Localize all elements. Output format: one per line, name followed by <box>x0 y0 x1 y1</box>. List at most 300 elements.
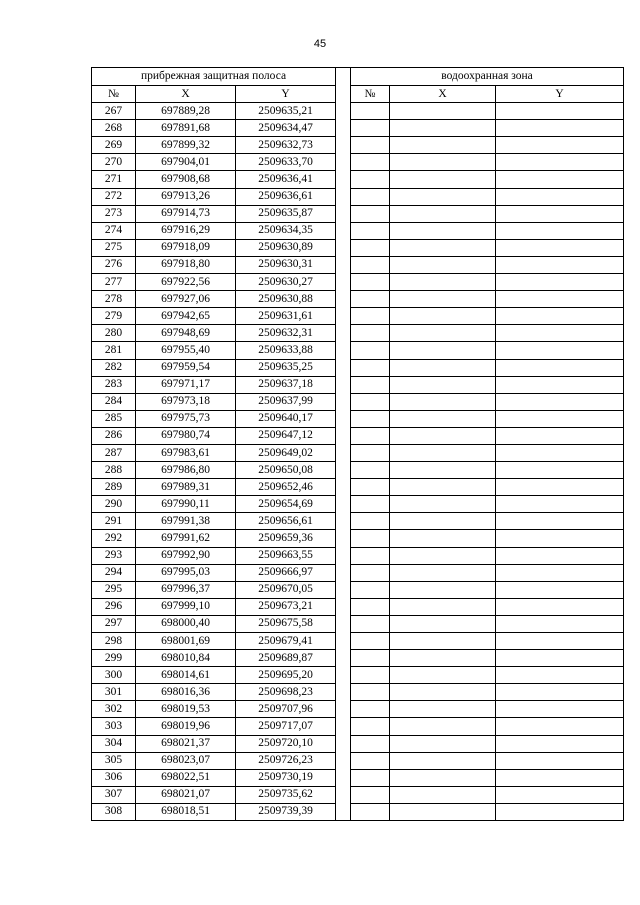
right-y-cell <box>496 650 624 667</box>
right-y-cell <box>496 291 624 308</box>
column-gap <box>336 615 351 632</box>
right-x-cell <box>390 564 496 581</box>
point-number: 292 <box>92 530 136 547</box>
right-number-cell <box>351 376 390 393</box>
table-row <box>92 547 624 564</box>
right-x-cell <box>390 205 496 222</box>
y-coordinate: 2509630,88 <box>236 291 336 308</box>
column-header-row <box>92 86 624 103</box>
right-y-cell <box>496 564 624 581</box>
right-y-cell <box>496 701 624 718</box>
x-coordinate: 697992,90 <box>136 547 236 564</box>
y-coordinate: 2509666,97 <box>236 564 336 581</box>
column-gap <box>336 667 351 684</box>
x-coordinate: 697918,80 <box>136 256 236 273</box>
point-number: 278 <box>92 291 136 308</box>
left-x-header: X <box>136 86 236 103</box>
y-coordinate: 2509650,08 <box>236 462 336 479</box>
right-y-cell <box>496 410 624 427</box>
table-row <box>92 103 624 120</box>
right-x-cell <box>390 786 496 803</box>
right-number-cell <box>351 496 390 513</box>
y-coordinate: 2509635,21 <box>236 103 336 120</box>
y-coordinate: 2509637,18 <box>236 376 336 393</box>
x-coordinate: 698022,51 <box>136 769 236 786</box>
right-number-cell <box>351 479 390 496</box>
table-row <box>92 667 624 684</box>
column-gap <box>336 239 351 256</box>
right-number-cell <box>351 359 390 376</box>
right-x-cell <box>390 171 496 188</box>
right-number-cell <box>351 137 390 154</box>
y-coordinate: 2509679,41 <box>236 633 336 650</box>
x-coordinate: 697916,29 <box>136 222 236 239</box>
right-x-cell <box>390 359 496 376</box>
right-y-cell <box>496 120 624 137</box>
point-number: 298 <box>92 633 136 650</box>
column-gap <box>336 393 351 410</box>
point-number: 295 <box>92 581 136 598</box>
right-y-cell <box>496 496 624 513</box>
right-number-cell <box>351 171 390 188</box>
y-coordinate: 2509634,35 <box>236 222 336 239</box>
column-gap <box>336 718 351 735</box>
y-coordinate: 2509640,17 <box>236 410 336 427</box>
column-gap <box>336 598 351 615</box>
water-protection-zone-header: водоохранная зона <box>351 68 624 86</box>
right-number-cell <box>351 667 390 684</box>
right-number-header: № <box>351 86 390 103</box>
table-row <box>92 444 624 461</box>
right-x-cell <box>390 752 496 769</box>
x-coordinate: 698019,96 <box>136 718 236 735</box>
x-coordinate: 697889,28 <box>136 103 236 120</box>
right-number-cell <box>351 103 390 120</box>
y-coordinate: 2509637,99 <box>236 393 336 410</box>
table-row <box>92 513 624 530</box>
right-y-cell <box>496 633 624 650</box>
column-gap <box>336 803 351 820</box>
right-y-cell <box>496 154 624 171</box>
right-y-cell <box>496 530 624 547</box>
column-gap <box>336 444 351 461</box>
right-x-cell <box>390 667 496 684</box>
x-coordinate: 697990,11 <box>136 496 236 513</box>
point-number: 307 <box>92 786 136 803</box>
right-y-cell <box>496 581 624 598</box>
x-coordinate: 698010,84 <box>136 650 236 667</box>
column-gap <box>336 530 351 547</box>
right-number-cell <box>351 598 390 615</box>
right-y-cell <box>496 786 624 803</box>
table-row <box>92 239 624 256</box>
point-number: 308 <box>92 803 136 820</box>
y-coordinate: 2509726,23 <box>236 752 336 769</box>
right-number-cell <box>351 513 390 530</box>
right-y-cell <box>496 359 624 376</box>
x-coordinate: 697996,37 <box>136 581 236 598</box>
right-y-cell <box>496 684 624 701</box>
right-x-cell <box>390 376 496 393</box>
column-gap <box>336 308 351 325</box>
table-row <box>92 735 624 752</box>
y-coordinate: 2509735,62 <box>236 786 336 803</box>
right-y-cell <box>496 427 624 444</box>
right-y-cell <box>496 342 624 359</box>
x-coordinate: 698019,53 <box>136 701 236 718</box>
right-number-cell <box>351 222 390 239</box>
column-gap <box>336 376 351 393</box>
x-coordinate: 698014,61 <box>136 667 236 684</box>
point-number: 276 <box>92 256 136 273</box>
point-number: 303 <box>92 718 136 735</box>
y-coordinate: 2509632,31 <box>236 325 336 342</box>
column-gap <box>336 410 351 427</box>
right-x-cell <box>390 342 496 359</box>
right-number-cell <box>351 615 390 632</box>
right-x-cell <box>390 684 496 701</box>
point-number: 270 <box>92 154 136 171</box>
x-coordinate: 697891,68 <box>136 120 236 137</box>
table-row <box>92 615 624 632</box>
table-row <box>92 291 624 308</box>
table-row <box>92 410 624 427</box>
right-number-cell <box>351 530 390 547</box>
right-number-cell <box>351 291 390 308</box>
column-gap <box>336 137 351 154</box>
column-gap <box>336 581 351 598</box>
table-row <box>92 137 624 154</box>
coastal-strip-header: прибрежная защитная полоса <box>92 68 336 86</box>
right-x-cell <box>390 701 496 718</box>
right-x-cell <box>390 308 496 325</box>
table-row <box>92 256 624 273</box>
y-coordinate: 2509634,47 <box>236 120 336 137</box>
x-coordinate: 697975,73 <box>136 410 236 427</box>
y-coordinate: 2509652,46 <box>236 479 336 496</box>
table-row <box>92 154 624 171</box>
right-y-cell <box>496 462 624 479</box>
column-gap <box>336 325 351 342</box>
x-coordinate: 697914,73 <box>136 205 236 222</box>
y-coordinate: 2509630,27 <box>236 274 336 291</box>
right-number-cell <box>351 547 390 564</box>
point-number: 296 <box>92 598 136 615</box>
right-number-cell <box>351 564 390 581</box>
right-number-cell <box>351 342 390 359</box>
right-number-cell <box>351 154 390 171</box>
x-coordinate: 698000,40 <box>136 615 236 632</box>
table-row <box>92 564 624 581</box>
column-gap <box>336 256 351 273</box>
y-coordinate: 2509654,69 <box>236 496 336 513</box>
column-gap <box>336 701 351 718</box>
x-coordinate: 697942,65 <box>136 308 236 325</box>
point-number: 282 <box>92 359 136 376</box>
right-number-cell <box>351 803 390 820</box>
table-row <box>92 222 624 239</box>
x-coordinate: 697991,38 <box>136 513 236 530</box>
point-number: 291 <box>92 513 136 530</box>
point-number: 305 <box>92 752 136 769</box>
right-number-cell <box>351 410 390 427</box>
right-y-cell <box>496 667 624 684</box>
right-x-cell <box>390 718 496 735</box>
right-x-cell <box>390 325 496 342</box>
table-row <box>92 769 624 786</box>
right-number-cell <box>351 701 390 718</box>
right-number-cell <box>351 120 390 137</box>
x-coordinate: 697918,09 <box>136 239 236 256</box>
right-x-cell <box>390 256 496 273</box>
right-number-cell <box>351 735 390 752</box>
right-x-cell <box>390 530 496 547</box>
table-row <box>92 342 624 359</box>
table-row <box>92 786 624 803</box>
right-y-cell <box>496 615 624 632</box>
point-number: 274 <box>92 222 136 239</box>
right-x-cell <box>390 120 496 137</box>
point-number: 285 <box>92 410 136 427</box>
table-row <box>92 205 624 222</box>
right-number-cell <box>351 786 390 803</box>
right-y-cell <box>496 513 624 530</box>
point-number: 297 <box>92 615 136 632</box>
right-x-cell <box>390 547 496 564</box>
right-y-cell <box>496 479 624 496</box>
point-number: 280 <box>92 325 136 342</box>
column-gap <box>336 274 351 291</box>
right-number-cell <box>351 581 390 598</box>
y-coordinate: 2509707,96 <box>236 701 336 718</box>
point-number: 290 <box>92 496 136 513</box>
x-coordinate: 697922,56 <box>136 274 236 291</box>
table-row <box>92 427 624 444</box>
x-coordinate: 697904,01 <box>136 154 236 171</box>
y-coordinate: 2509649,02 <box>236 444 336 461</box>
y-coordinate: 2509739,39 <box>236 803 336 820</box>
column-gap <box>336 103 351 120</box>
point-number: 301 <box>92 684 136 701</box>
x-coordinate: 697999,10 <box>136 598 236 615</box>
right-x-cell <box>390 650 496 667</box>
group-header-row <box>92 68 624 86</box>
right-x-cell <box>390 274 496 291</box>
column-gap <box>336 86 351 103</box>
right-y-cell <box>496 256 624 273</box>
y-coordinate: 2509647,12 <box>236 427 336 444</box>
right-y-cell <box>496 444 624 461</box>
right-x-cell <box>390 615 496 632</box>
column-gap <box>336 513 351 530</box>
column-gap <box>336 633 351 650</box>
right-y-cell <box>496 376 624 393</box>
right-x-cell <box>390 462 496 479</box>
right-number-cell <box>351 752 390 769</box>
y-coordinate: 2509663,55 <box>236 547 336 564</box>
coordinates-table <box>91 67 624 821</box>
right-y-cell <box>496 137 624 154</box>
right-y-cell <box>496 308 624 325</box>
right-y-cell <box>496 239 624 256</box>
point-number: 300 <box>92 667 136 684</box>
column-gap <box>336 359 351 376</box>
right-y-cell <box>496 171 624 188</box>
x-coordinate: 697973,18 <box>136 393 236 410</box>
right-x-cell <box>390 598 496 615</box>
x-coordinate: 697991,62 <box>136 530 236 547</box>
x-coordinate: 697948,69 <box>136 325 236 342</box>
right-y-cell <box>496 393 624 410</box>
right-y-cell <box>496 718 624 735</box>
column-gap <box>336 684 351 701</box>
column-gap <box>336 171 351 188</box>
column-gap <box>336 786 351 803</box>
y-coordinate: 2509636,41 <box>236 171 336 188</box>
x-coordinate: 697971,17 <box>136 376 236 393</box>
point-number: 272 <box>92 188 136 205</box>
right-x-cell <box>390 769 496 786</box>
column-gap <box>336 769 351 786</box>
point-number: 306 <box>92 769 136 786</box>
table-row <box>92 581 624 598</box>
y-coordinate: 2509631,61 <box>236 308 336 325</box>
y-coordinate: 2509675,58 <box>236 615 336 632</box>
point-number: 294 <box>92 564 136 581</box>
table-row <box>92 479 624 496</box>
point-number: 283 <box>92 376 136 393</box>
y-coordinate: 2509670,05 <box>236 581 336 598</box>
y-coordinate: 2509635,87 <box>236 205 336 222</box>
right-y-cell <box>496 752 624 769</box>
right-x-cell <box>390 803 496 820</box>
right-number-cell <box>351 684 390 701</box>
column-gap <box>336 735 351 752</box>
column-gap <box>336 479 351 496</box>
x-coordinate: 698018,51 <box>136 803 236 820</box>
x-coordinate: 698021,07 <box>136 786 236 803</box>
right-number-cell <box>351 444 390 461</box>
left-y-header: Y <box>236 86 336 103</box>
x-coordinate: 697989,31 <box>136 479 236 496</box>
column-gap <box>336 547 351 564</box>
table-row <box>92 188 624 205</box>
x-coordinate: 697913,26 <box>136 188 236 205</box>
right-y-cell <box>496 769 624 786</box>
point-number: 279 <box>92 308 136 325</box>
y-coordinate: 2509632,73 <box>236 137 336 154</box>
right-number-cell <box>351 308 390 325</box>
x-coordinate: 697899,32 <box>136 137 236 154</box>
column-gap <box>336 205 351 222</box>
right-number-cell <box>351 205 390 222</box>
y-coordinate: 2509630,89 <box>236 239 336 256</box>
right-y-cell <box>496 188 624 205</box>
table-row <box>92 803 624 820</box>
y-coordinate: 2509656,61 <box>236 513 336 530</box>
right-x-cell <box>390 154 496 171</box>
point-number: 289 <box>92 479 136 496</box>
right-number-cell <box>351 256 390 273</box>
point-number: 277 <box>92 274 136 291</box>
table-row <box>92 752 624 769</box>
right-number-cell <box>351 718 390 735</box>
y-coordinate: 2509673,21 <box>236 598 336 615</box>
right-number-cell <box>351 650 390 667</box>
point-number: 271 <box>92 171 136 188</box>
right-x-cell <box>390 444 496 461</box>
right-x-cell <box>390 735 496 752</box>
x-coordinate: 698021,37 <box>136 735 236 752</box>
table-row <box>92 274 624 291</box>
y-coordinate: 2509698,23 <box>236 684 336 701</box>
y-coordinate: 2509636,61 <box>236 188 336 205</box>
right-x-cell <box>390 427 496 444</box>
left-number-header: № <box>92 86 136 103</box>
right-x-cell <box>390 239 496 256</box>
column-gap <box>336 222 351 239</box>
point-number: 284 <box>92 393 136 410</box>
right-x-cell <box>390 410 496 427</box>
y-coordinate: 2509633,88 <box>236 342 336 359</box>
table-row <box>92 359 624 376</box>
right-y-cell <box>496 598 624 615</box>
right-number-cell <box>351 633 390 650</box>
table-row <box>92 376 624 393</box>
table-row <box>92 171 624 188</box>
table-row <box>92 496 624 513</box>
right-x-cell <box>390 633 496 650</box>
x-coordinate: 697927,06 <box>136 291 236 308</box>
right-number-cell <box>351 325 390 342</box>
right-y-cell <box>496 274 624 291</box>
table-row <box>92 325 624 342</box>
table-row <box>92 701 624 718</box>
right-y-cell <box>496 325 624 342</box>
right-number-cell <box>351 769 390 786</box>
table-row <box>92 530 624 547</box>
right-number-cell <box>351 393 390 410</box>
y-coordinate: 2509689,87 <box>236 650 336 667</box>
right-y-cell <box>496 222 624 239</box>
table-row <box>92 120 624 137</box>
point-number: 273 <box>92 205 136 222</box>
right-x-cell <box>390 137 496 154</box>
right-y-cell <box>496 103 624 120</box>
table-row <box>92 598 624 615</box>
y-coordinate: 2509720,10 <box>236 735 336 752</box>
x-coordinate: 697959,54 <box>136 359 236 376</box>
point-number: 267 <box>92 103 136 120</box>
y-coordinate: 2509630,31 <box>236 256 336 273</box>
right-number-cell <box>351 239 390 256</box>
right-y-cell <box>496 803 624 820</box>
column-gap <box>336 496 351 513</box>
point-number: 269 <box>92 137 136 154</box>
table-row <box>92 684 624 701</box>
right-x-cell <box>390 222 496 239</box>
right-x-cell <box>390 513 496 530</box>
point-number: 287 <box>92 444 136 461</box>
right-y-cell <box>496 205 624 222</box>
column-gap <box>336 752 351 769</box>
y-coordinate: 2509730,19 <box>236 769 336 786</box>
column-gap <box>336 120 351 137</box>
y-coordinate: 2509633,70 <box>236 154 336 171</box>
column-gap <box>336 427 351 444</box>
right-y-header: Y <box>496 86 624 103</box>
right-x-cell <box>390 581 496 598</box>
